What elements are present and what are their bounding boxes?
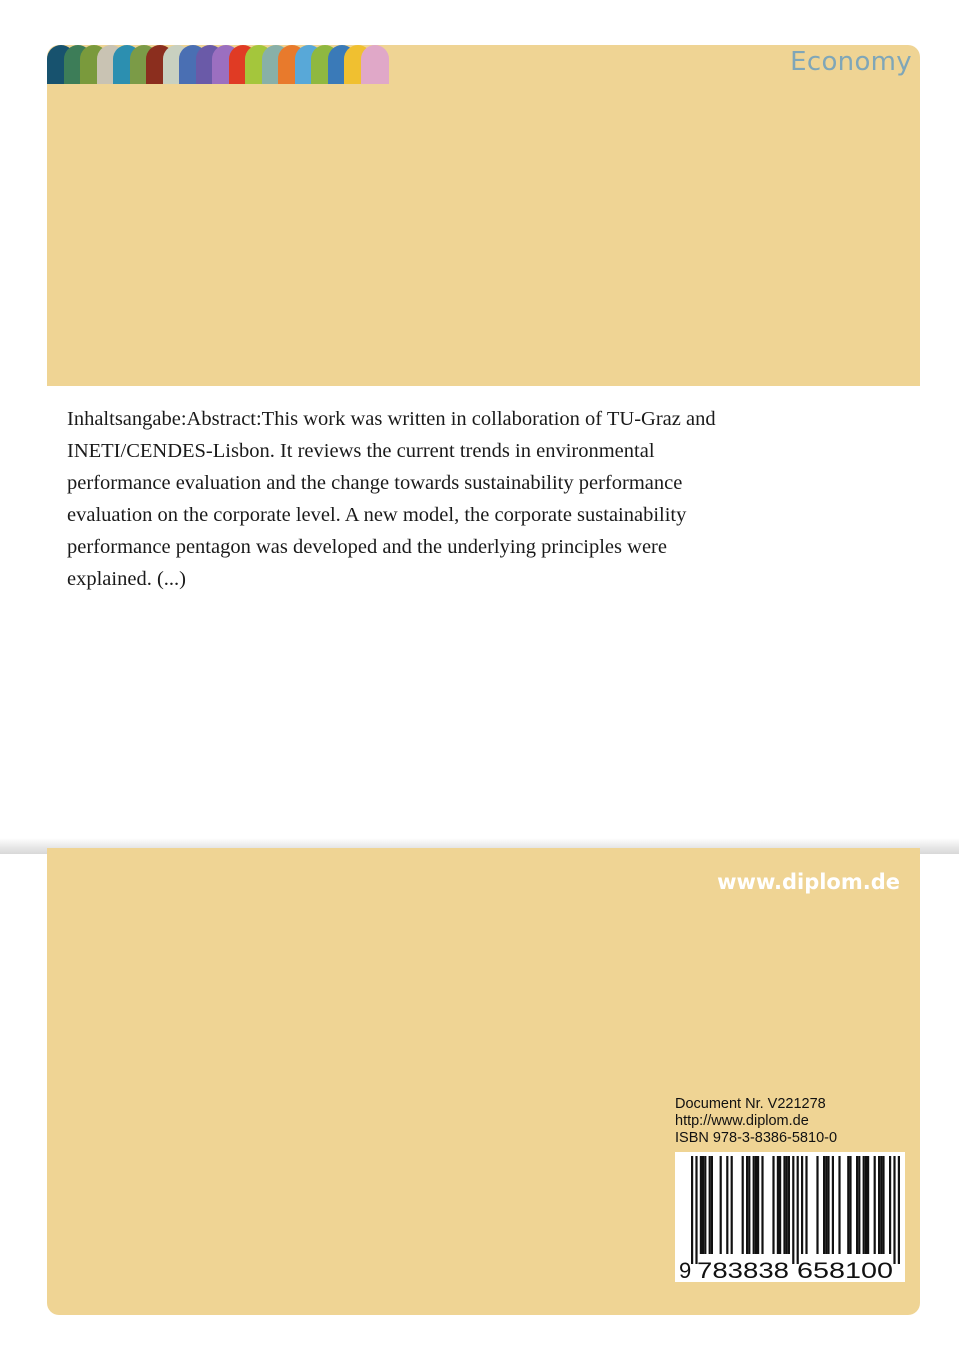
cover-top-panel (47, 45, 920, 386)
barcode-bar (746, 1156, 748, 1254)
barcode-bar (874, 1156, 876, 1254)
barcode-bar (691, 1156, 693, 1264)
barcode-bar (772, 1156, 774, 1254)
barcode-bar (827, 1156, 829, 1254)
barcode-bar (753, 1156, 755, 1254)
barcode-bar (709, 1156, 711, 1254)
barcode-bar (823, 1156, 825, 1254)
barcode-bar (748, 1156, 750, 1254)
barcode-bar (792, 1156, 794, 1264)
document-info (675, 1096, 837, 1147)
barcode-digits-right: 658100 (797, 1258, 893, 1282)
color-tabs (47, 45, 387, 84)
barcode-bar (704, 1156, 706, 1254)
barcode-bar (863, 1156, 865, 1254)
barcode-bar (731, 1156, 733, 1254)
abstract-line: evaluation on the corporate level. A new model, the corporate sustainability (67, 504, 687, 526)
barcode-bar (880, 1156, 882, 1254)
barcode-bar (788, 1156, 790, 1254)
abstract-text (67, 403, 847, 595)
barcode-digits-left: 783838 (697, 1258, 789, 1282)
document-number: Document Nr. V221278 (675, 1096, 826, 1112)
isbn: ISBN 978-3-8386-5810-0 (675, 1130, 838, 1146)
cover-bottom-panel (47, 848, 920, 1315)
barcode-bar (893, 1156, 895, 1264)
publisher-website: www.diplom.de (717, 870, 900, 894)
barcode-bar (779, 1156, 781, 1254)
barcode-bar (720, 1156, 722, 1254)
barcode-bar (816, 1156, 818, 1254)
barcode-bar (711, 1156, 713, 1254)
barcode-bar (898, 1156, 900, 1264)
barcode-bar (783, 1156, 785, 1254)
barcode-bar (805, 1156, 807, 1254)
barcode-bar (882, 1156, 884, 1254)
abstract-line: performance evaluation and the change towards sustainability performance (67, 472, 683, 494)
barcode-digit-first: 9 (679, 1258, 692, 1282)
barcode-bar (801, 1156, 803, 1254)
barcode-bar (695, 1156, 697, 1264)
barcode-bar (847, 1156, 849, 1254)
barcode-bar (856, 1156, 858, 1254)
isbn-barcode (675, 1152, 905, 1282)
abstract-line: performance pentagon was developed and the underlying principles were (67, 536, 667, 558)
document-url: http://www.diplom.de (675, 1113, 809, 1129)
barcode-bar (878, 1156, 880, 1254)
barcode-bar (761, 1156, 763, 1254)
abstract-line: Inhaltsangabe:Abstract:This work was written in collaboration of TU-Graz and (67, 408, 716, 430)
barcode-bar (849, 1156, 851, 1254)
abstract-line: INETI/CENDES-Lisbon. It reviews the current trends in environmental (67, 440, 655, 462)
barcode-bar (742, 1156, 744, 1254)
barcode-bar (825, 1156, 827, 1254)
barcode-bar (702, 1156, 704, 1254)
category-label: Economy (790, 47, 912, 77)
barcode-bar (726, 1156, 728, 1254)
barcode-bar (700, 1156, 702, 1254)
barcode-bar (757, 1156, 759, 1254)
barcode-bar (786, 1156, 788, 1254)
barcode-bar (865, 1156, 867, 1254)
barcode-bar (838, 1156, 840, 1254)
color-tab (361, 45, 389, 84)
barcode-bar (889, 1156, 891, 1254)
barcode-bar (777, 1156, 779, 1254)
barcode-bar (832, 1156, 834, 1254)
barcode-bar (797, 1156, 799, 1264)
barcode-bar (755, 1156, 757, 1254)
barcode-bar (867, 1156, 869, 1254)
abstract-line: explained. (...) (67, 568, 186, 590)
barcode-bar (858, 1156, 860, 1254)
